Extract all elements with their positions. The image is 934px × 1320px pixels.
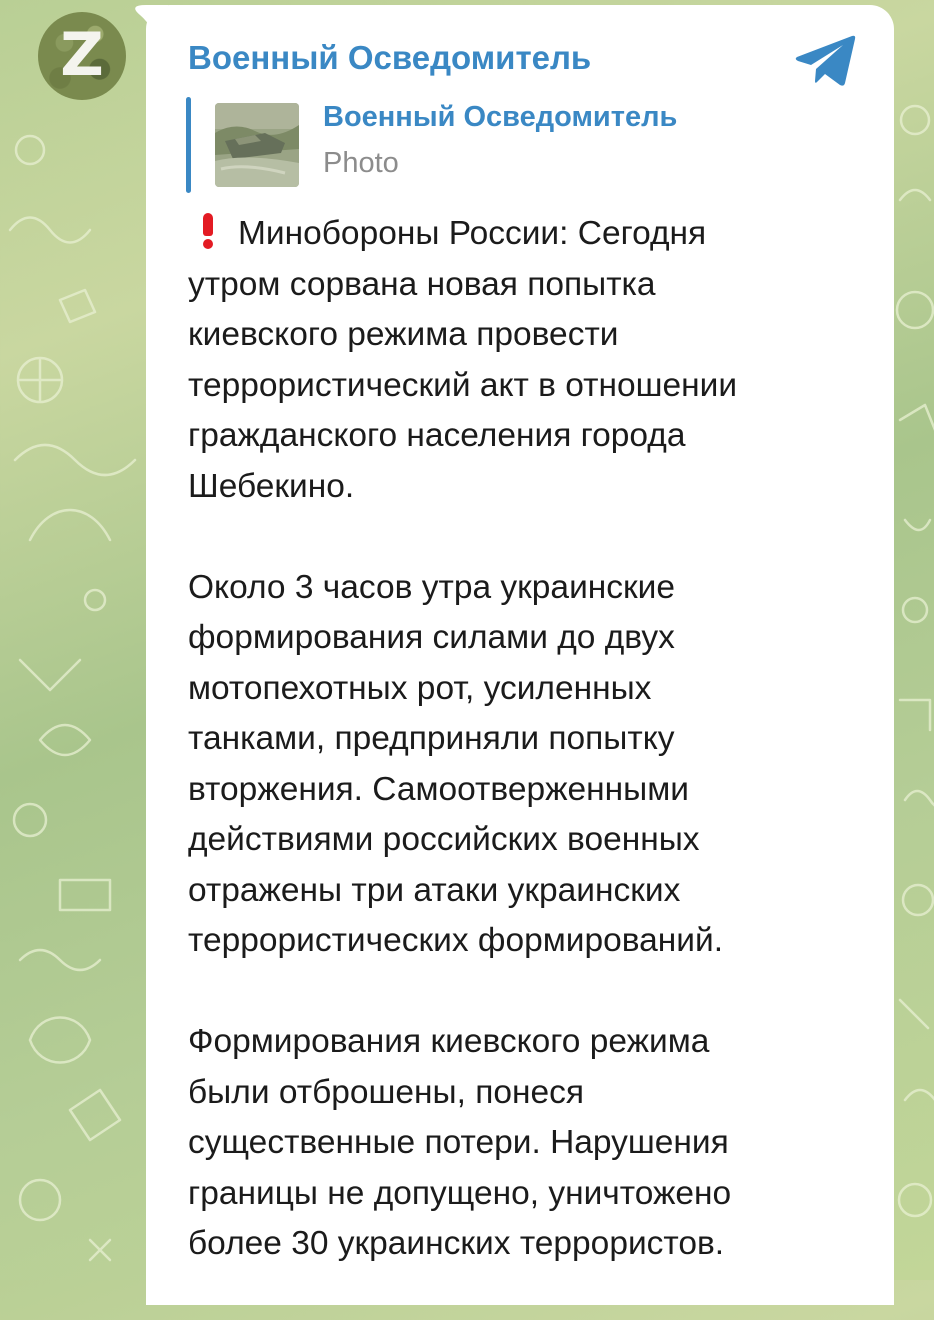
message-line: киевского режима провести xyxy=(188,316,619,353)
avatar-letter: Z xyxy=(60,20,104,90)
reply-title: Военный Осведомитель xyxy=(323,101,678,133)
message-line: действиями российских военных xyxy=(188,821,700,858)
telegram-paper-plane-icon xyxy=(794,33,858,89)
channel-name[interactable]: Военный Осведомитель xyxy=(188,39,592,76)
red-exclamation-icon xyxy=(200,213,216,247)
message-line: мотопехотных рот, усиленных xyxy=(188,669,652,707)
channel-avatar[interactable] xyxy=(38,12,126,100)
message-line: Шебекино. xyxy=(188,467,355,505)
message-line: границы не допущено, уничтожено xyxy=(188,1174,732,1212)
message-line xyxy=(188,209,878,260)
message-line-text: Минобороны России: Сегодня xyxy=(238,215,707,252)
reply-quote[interactable] xyxy=(186,97,786,193)
message-line: формирования силами до двух xyxy=(188,619,675,656)
message-line: Формирования киевского режима xyxy=(188,1023,710,1060)
reply-accent-bar xyxy=(186,97,191,193)
message-line: террористических формирований. xyxy=(188,922,724,959)
message-line: танками, предприняли попытку xyxy=(188,720,675,757)
message-line: Около 3 часов утра украинские xyxy=(188,568,676,606)
message-line: более 30 украинских террористов. xyxy=(188,1225,725,1262)
reply-subtitle: Photo xyxy=(323,147,399,179)
message-text xyxy=(188,209,878,1320)
reply-photo-thumbnail xyxy=(215,103,299,187)
message-line: отражены три атаки украинских xyxy=(188,871,681,909)
message-paragraph xyxy=(188,209,878,512)
message-line: вторжения. Самоотверженными xyxy=(188,770,689,808)
message-line: террористический акт в отношении xyxy=(188,366,738,404)
message-bubble xyxy=(146,5,894,1305)
message-paragraph xyxy=(188,563,878,967)
message-line: гражданского населения города xyxy=(188,417,686,454)
message-paragraph xyxy=(188,1017,878,1270)
share-button[interactable] xyxy=(794,33,858,89)
message-line: были отброшены, понеся xyxy=(188,1073,585,1111)
message-line: утром сорвана новая попытка xyxy=(188,265,656,303)
message-line: существенные потери. Нарушения xyxy=(188,1124,729,1161)
